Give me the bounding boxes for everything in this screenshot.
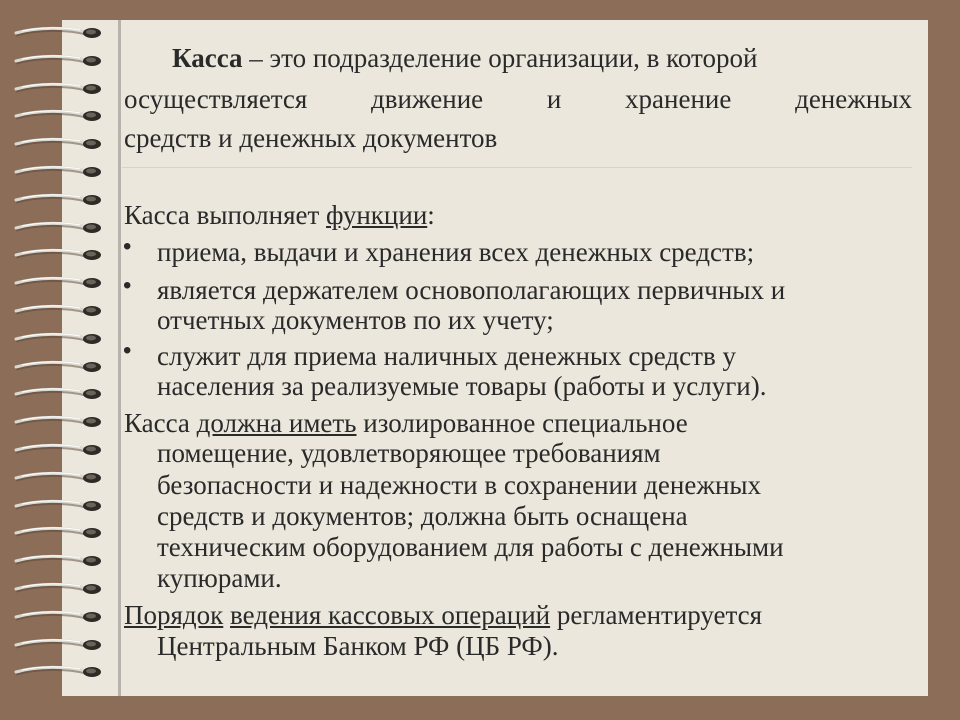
- spiral-coil: [12, 497, 104, 513]
- spiral-coil: [12, 274, 104, 290]
- regulation-line-1: Порядок ведения кассовых операций регламентируется: [124, 600, 763, 630]
- spiral-coil: [12, 441, 104, 457]
- spiral-binding: [0, 0, 120, 720]
- spiral-coil: [12, 385, 104, 401]
- spiral-coil: [12, 524, 104, 540]
- requirements-line-3: безопасности и надежности в сохранении денежных: [157, 470, 762, 500]
- function-item-3-line-1: служит для приема наличных денежных средств у: [157, 341, 736, 371]
- spiral-coil: [12, 191, 104, 207]
- spiral-coil: [12, 302, 104, 318]
- spiral-coil: [12, 330, 104, 346]
- definition-line-3: средств и денежных документов: [124, 123, 498, 153]
- requirements-line-5: техническим оборудованием для работы с денежными: [157, 532, 784, 562]
- spiral-coil: [12, 246, 104, 262]
- definition-line-1: Касса – это подразделение организации, в которой: [172, 43, 758, 73]
- functions-intro: Касса выполняет функции:: [124, 200, 435, 230]
- regulation-underlined-2: ведения кассовых операций: [230, 600, 551, 630]
- requirements-line-1: Касса должна иметь изолированное специальное: [124, 408, 688, 438]
- requirements-line-4: средств и документов; должна быть оснащена: [157, 501, 688, 531]
- spiral-coil: [12, 580, 104, 596]
- spiral-coil: [12, 636, 104, 652]
- spiral-coil: [12, 135, 104, 151]
- function-item-1: приема, выдачи и хранения всех денежных средств;: [157, 237, 755, 267]
- regulation-underlined-1: Порядок: [124, 600, 224, 630]
- function-item-2-line-1: является держателем основополагающих первичных и: [157, 275, 786, 305]
- requirements-line-2: помещение, удовлетворяющее требованиям: [157, 438, 661, 468]
- spiral-coil: [12, 608, 104, 624]
- spiral-coil: [12, 24, 104, 40]
- functions-link: функции: [326, 200, 428, 230]
- spiral-coil: [12, 469, 104, 485]
- spiral-coil: [12, 219, 104, 235]
- bullet-2: •: [123, 272, 132, 299]
- spiral-coil: [12, 107, 104, 123]
- spiral-coil: [12, 663, 104, 679]
- regulation-line-2: Центральным Банком РФ (ЦБ РФ).: [157, 631, 559, 661]
- definition-line-2: осуществляется движение и хранение денежных: [124, 84, 912, 114]
- spiral-coil: [12, 52, 104, 68]
- spiral-coil: [12, 163, 104, 179]
- function-item-2-line-2: отчетных документов по их учету;: [157, 305, 554, 335]
- spiral-coil: [12, 552, 104, 568]
- bullet-1: •: [123, 233, 132, 260]
- section-divider: [122, 167, 912, 168]
- definition-term: Касса: [172, 43, 243, 73]
- requirements-line-6: купюрами.: [157, 563, 282, 593]
- requirements-underlined: должна иметь: [196, 408, 357, 438]
- spiral-coil: [12, 80, 104, 96]
- spiral-coil: [12, 358, 104, 374]
- spiral-coil: [12, 413, 104, 429]
- bullet-3: •: [123, 337, 132, 364]
- function-item-3-line-2: населения за реализуемые товары (работы и услуги).: [157, 371, 767, 401]
